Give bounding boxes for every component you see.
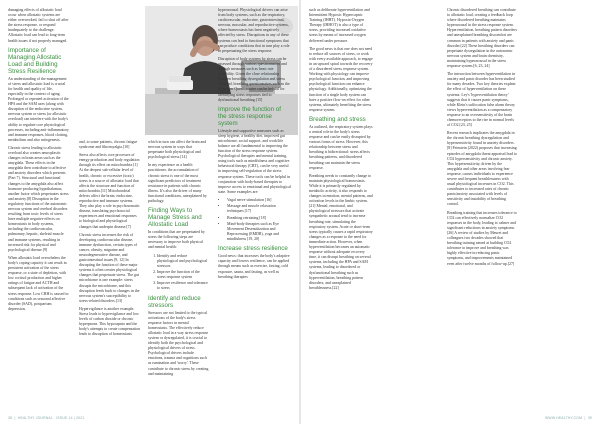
page-number: 38 bbox=[8, 416, 13, 420]
section-heading: Improve the function of the stress response system bbox=[218, 105, 281, 127]
paragraph: Stressors are not limited to the typical activations of the body's stress response factors in mental homeostasis. The effectively reduce allostatic load in a way stress response system or dysregulated, it is crucial to identify both the psychological and physiological drivers of stress. Psychological drivers include emotions, trauma and cognitions such as rumination and 'worry'. These contribute to chronic stress by creating and maintaining bbox=[148, 310, 209, 376]
paragraph: Chronic stress leading to allostatic overload also creates neuroplastic changes in brain areas such as the amygdala. These effects in the amygdala then contribute to affective and anxiety disorders which presents (Part 7). Structural and functional changes to the amygdala also affect hormone producing hypothalamus, another factor which perpetuates stress and anxiety.[8] Disruption in the regulatory functions of the autonomic nervous system and cerebral disorders resulting from toxic levels of stress have multiple negative effects on homeostasis in body systems, including the cardiovascular, pulmonary, hepatic, skeletal muscle and immune systems, resulting in increased risk for physical and psychological disease.[9] bbox=[8, 145, 69, 252]
column-3 bbox=[148, 140, 209, 408]
numbered-list bbox=[148, 254, 209, 292]
section-heading: Finding Ways to Manage Stress and Allostatic Load bbox=[148, 207, 202, 229]
page-number: 39 bbox=[587, 416, 592, 420]
list-item: • Vagal nerve stimulation [16] bbox=[227, 198, 291, 203]
paragraph: Good news: that increases the body's adaptive capacity and lowers resilience, can be applied through means such as exercise, fasting, cold exposure, sauna, and fasting, as well as breathing therapies bbox=[218, 254, 290, 279]
paragraph: hyperarousal. Physiological drivers can arise from body systems, such as the respiratory, cardiovascular, endocrine, gastrointestinal, nervous, muscular, and reproductive systems, where homeostasis has been negatively affected by stress. Disruptions in any of these systems can lead to functional symptoms that can produce conditions that in turn play a role in perpetuating the stress response. bbox=[218, 8, 290, 53]
list-item: • Breathing retraining [18] bbox=[227, 216, 291, 221]
column-5 bbox=[309, 8, 447, 408]
paragraph: Lifestyle and supportive measures such as sleep hygiene, a healthy diet, improved gut microbiome, social support, and work/life balance are all fundamental to improving the function of the stress response system. Psychological therapies and mental training, using tools such as mindfulness and cognitive behavioral therapy (CBT), can be very useful in improving self-regulation of the stress response system. These tools can be helpful in conjunction with body-based therapies to improve access to emotional and physiological state. Some examples are: bbox=[218, 128, 291, 194]
paragraph: Breathing training that increases tolerance to CO2 can effectively normalize CO2 responses in the body, leading to calmer and significant reductions in anxiety symptoms.[26] A review of studies by Meuret and colleagues two decades showed that breathing training aimed at building CO2 tolerance to improve and breathing was highly effective in reducing panic symptoms, and improvements maintained even after twelve months of follow-up.[27] bbox=[447, 210, 517, 266]
paragraph: An understanding of the management of stress and allostatic load is crucial for health and quality of life, especially in the context of aging. Prolonged or repeated activation of the HPA and the SAM axes (along with disruption of the endocrine system, nervous system or stress (or allostatic overload) can interfere with the body's ability to regulate core physiological processes, including anti-inflammatory and immune responses, blood clotting, metabolism and also mitogenesis. bbox=[8, 76, 69, 142]
paragraph: In conditions that are perpetuated by stress the following steps are necessary to improve both physical and mental health: bbox=[148, 230, 205, 250]
column-6 bbox=[447, 8, 517, 408]
column-2 bbox=[79, 140, 140, 408]
paragraph: The interaction between hyperventilation in anxiety and panic disorder has been studied for many decades. Two key theories explain the effect of hyperventilation on these systems: Ley's 'hyperventilation theory' suggests that it causes panic symptoms, while Klein's suffocation false alarm theory views hyperventilation as a compensatory response to an oversensitivity of the brain chemoreceptors to the rise in normal levels of CO2.[23, 25] bbox=[447, 72, 516, 128]
paragraph: When allostatic load overwhelms the body's coping capacity it can result in persistent activation of the stress response, or a state of depletion, with low cortisol production and higher ratings of fatigue and ACTH and subsequent lack of activation of the stress response. Low CRH is caused in conditions such as seasonal affective disorder (SAD), postpartum depression, bbox=[8, 255, 69, 311]
paragraph: such as deliberate hyperventilation and Intermittent Hypoxic Hypercapnic Training (IHHT). Hypoxia-Oxygen Therapy (IHHOT) is also a type of stress, providing increased oxidative stress by means of increased oxygen delivered under pressure. bbox=[309, 8, 370, 43]
column-1 bbox=[8, 8, 69, 408]
bullet-list bbox=[218, 198, 291, 242]
paragraph: which in turn can affect the brain and nervous system in ways that perpetuate both physiological and psychological stress.[14] bbox=[148, 140, 207, 160]
issue-label: ISSUE 14 | 2021 bbox=[56, 416, 85, 420]
section-heading: Identify and reduce stressors bbox=[148, 294, 201, 309]
right-page bbox=[301, 0, 600, 424]
paragraph: In my experience as a health practitioner, the accumulation of chronic stress is one of the most significant predictors of treatment resistance in patients with chronic illness. It's also the driver of many functional conditions, unexplained by pathology. bbox=[148, 163, 207, 204]
list-item: • Massage and muscle relaxation techniques [17] bbox=[227, 204, 291, 214]
paragraph: Breathing needs to constantly change to maintain physiological homeostasis. While it is primarily regulated by metabolic activity, it also responds to changes in emotion, mental patterns, and activation levels in the limbic system.[21] Mental, emotional, and physiological stressors that activate sympathetic arousal tend to increase breathing rate, stimulating the respiratory system. Acute or short-term stress typically causes a rapid respiratory changes as a response to the need for immediate action. However, when hyperventilation becomes an automatic response without adequate recovery time, it can disrupt breathing on several systems, including the HPA and SAM systems, leading to disordered or dysfunctional breathing such as hyperventilation, breathing pattern disorders, and unexplained breathlessness.[22] bbox=[309, 173, 373, 290]
paragraph: Chronic disordered breathing can contribute to allostatic load, creating a feedback loop where disordered breathing maintains hyperarousal in the stress response system. Hyperventilation, breathing pattern disorders and unexplained breathing discomfort are common in patients with anxiety and panic disorder.[22] These breathing disorders can perpetuate dysregulation in the autonomic nervous system and brain chemistry, maintaining hyperarousal in the stress response system.[6, 23, 24] bbox=[447, 8, 517, 69]
paragraph: damaging effects of allostatic load occur when allostatic systems are either overworked, fail to shut off after the stress response, or respond inadequately to the challenge. Allostatic load can lead to long-term health issues if not properly managed. bbox=[8, 8, 69, 43]
paragraph: Hypervigilance is another example. Stress leads to hypervigilance and low levels of carbon dioxide or chronic hyperpnoea. This hypocapnia and the body's attempts to create compensation leads to disruption of homeostasis bbox=[79, 306, 140, 337]
left-footer: 38 | HEALTHY JOURNAL ISSUE 14 | 2021 bbox=[8, 416, 85, 420]
section-heading: Increase stress resilience bbox=[218, 245, 288, 253]
list-item: 3. Improve resilience and tolerance to stress bbox=[157, 281, 209, 291]
right-footer: WWW.HEALTHY.COM | 39 bbox=[545, 416, 592, 420]
paragraph: As outlined, the respiratory system plays a central role in the body's stress response and can be easily disrupted by various forms of stress. However, this relationship between stress and breathing is bidirectional: stress affects breathing patterns, and disordered breathing can maintain the stress response. bbox=[309, 124, 373, 170]
column-5-body bbox=[309, 8, 373, 408]
section-heading: Importance of Managing Allostatic Load and Building Stress Resilience bbox=[8, 46, 62, 75]
paragraph: Stress also affects core processes of energy production and body regulation through its effect on mitochondria.[1] At the deepest sub-cellular level of health, chronic or excessive (toxic) stress is a source of allostatic load that affects the structure and function of mitochondria.[11] Mitochondrial defects affect the brain, endocrine, reproductive and immune systems. They also play a role in psychosomatic disease, translating psychosocial experiences and emotional responses to biological and physiological changes that underpin disease.[7] bbox=[79, 153, 140, 229]
left-page bbox=[0, 0, 299, 424]
section-heading: Breathing and stress bbox=[309, 115, 366, 123]
paragraph: Disruption of body systems by stress can be assessed through various questionnaires and through measures such as heart rate variability. Given the close relationship between breathing dysregulation and stress overload, breathing questionnaires such as the Nijmegen Questionnaire can be helpful for identifying stress responses tied to dysfunctional breathing.[15] bbox=[218, 56, 290, 102]
list-item: 2. Improve the function of the stress response system bbox=[157, 270, 209, 280]
paragraph: and, to some patients, chronic fatigue syndrome and fibromyalgia.[10] bbox=[79, 140, 138, 150]
journal-name: HEALTHY JOURNAL bbox=[17, 416, 53, 420]
paragraph: The good news is that one does not need to reduce all sources of stress, or work with every available approach, to engage in an upward spiral towards the recovery of a disordered stress response system. Working with physiology can improve psychological function, and improving psychological function can enhance physiology. Additionally, optimizing the function of a single body system can have a positive flow-on effect for other systems, ultimately benefiting the stress response system. bbox=[309, 46, 373, 112]
list-item: • Mind-body therapies such as Eye Movement Desensitization and Reprocessing (EMDR), yoga and mindfulness [19, 20] bbox=[227, 222, 291, 242]
column-4 bbox=[218, 8, 291, 408]
paragraph: Chronic stress increases the risk of developing cardiovascular disease, immune dysfunction, certain types of cancer, obesity, migraine and neurodegenerative disease, and gastrointestinal issues.[9, 12] In disrupting the function of these major systems it often creates physiological changes that perpetuate stress. The gut microbiome is one example: stress disrupts the microbiome, and this disruption feeds back to changes in the nervous system's susceptibility to stress-related disorders.[13] bbox=[79, 232, 140, 303]
list-item: 1. Identify and reduce physiological and psychological stressors bbox=[157, 254, 209, 269]
paragraph: Recent research implicates the amygdala in the chronic breathing dysregulation and hypersensitivity found in anxiety disorders.[8] Feinstein (2022) proposes that increasing episodes of amygdala threat appraisal lead to CO2 hypersensitivity and chronic anxiety. This hypersensitivity, driven by the amygdala and other areas involving fear response, causes individuals to experience severe and frequent breathlessness with usual physiological increases in CO2. This contributes to increased rates of chronic panic/anxiety associated with levels of sensitivity and instability of breathing control. bbox=[447, 131, 517, 207]
website-label: WWW.HEALTHY.COM bbox=[545, 416, 583, 420]
